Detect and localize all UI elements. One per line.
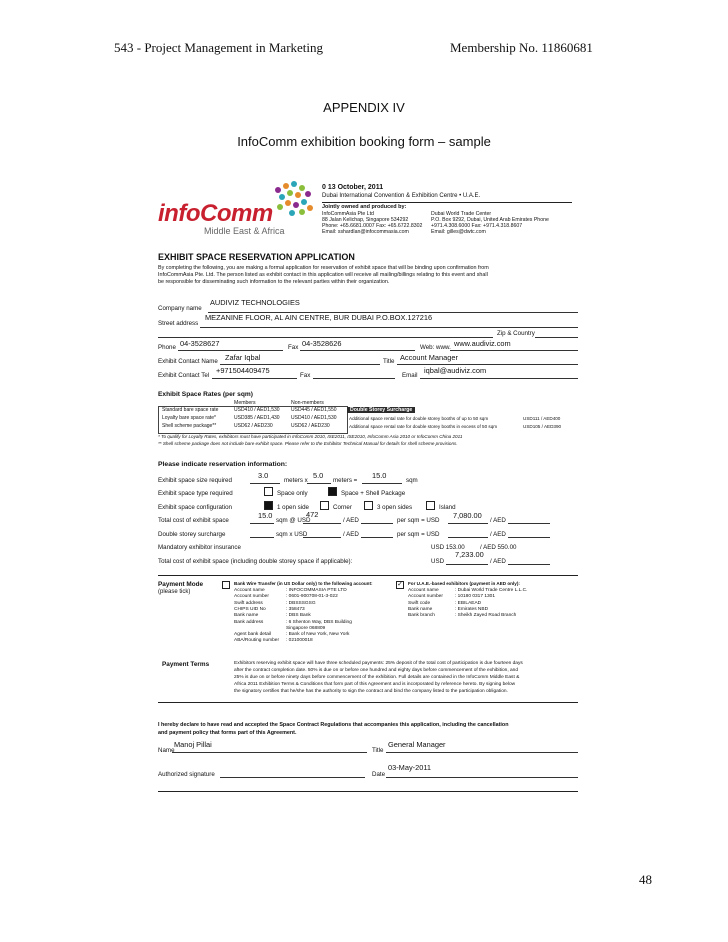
web-label: Web: www. [420, 344, 451, 351]
auth-label: Authorized signature [158, 771, 215, 778]
rate-row-label: Loyalty bare space rate* [162, 415, 216, 421]
rate-row-label: Standard bare space rate [162, 407, 219, 413]
insurance-label: Mandatory exhibitor insurance [158, 544, 241, 551]
org-right-line: P.O. Box 9292, Dubai, United Arab Emirates Phone [431, 217, 549, 223]
zip-label: Zip & Country [497, 330, 535, 337]
payment-row-key: Swift address [234, 600, 263, 606]
figure-subtitle: InfoComm exhibition booking form – sample [237, 134, 491, 149]
rate-row-members: USD410 / AED1,530 [234, 407, 280, 413]
rate-row-members: USD385 / AED1,430 [234, 415, 280, 421]
page-number: 48 [639, 872, 652, 887]
logo-region: Middle East & Africa [204, 226, 285, 236]
organiser-heading: Jointly owned and produced by: [322, 204, 407, 210]
sqm-label: sqm [406, 477, 418, 484]
phone-value: 04-3528627 [180, 339, 220, 348]
size-a-value: 3.0 [258, 471, 269, 480]
bank-heading: Bank Wire Transfer (in US Dollar only) to the following account: [234, 581, 373, 586]
aed-label: / AED [343, 517, 359, 524]
rate-row-non: USD62 / AED230 [291, 423, 330, 429]
size-total-value: 15.0 [372, 471, 387, 480]
infocomm-logo: infoComm [158, 200, 273, 227]
space-only-checkbox[interactable] [264, 487, 273, 496]
meters-x: meters x [284, 477, 308, 484]
terms-line: after the contract completion date. 50% is due on or before one hundred and eighty days before commencement of the exhibition, and [234, 668, 518, 673]
payment-row-value: : EBILAEAD [455, 600, 482, 606]
double-sqm-label: sqm x USD [276, 531, 308, 538]
sign-title-value: General Manager [388, 740, 446, 749]
contact-name-value: Zafar Iqbal [225, 353, 261, 362]
fax2-label: Fax [300, 372, 311, 379]
uae-checkbox[interactable]: ✓ [397, 581, 403, 588]
org-left-line: InfoCommAsia Pte Ltd [322, 211, 374, 217]
payment-row-value: : Emirates NBD [455, 606, 489, 612]
fax-value: 04-3528626 [302, 339, 342, 348]
street-value: MEZANINE FLOOR, AL AIN CENTRE, BUR DUBAI P.O.BOX.127216 [205, 313, 433, 322]
name-label: Name [158, 747, 175, 754]
intro-line: be responsible for disseminating such information to the relevant parties within their organization. [158, 279, 390, 285]
org-left-line: Email: sshardlan@infocommasia.com [322, 229, 409, 235]
company-value: AUDIVIZ TECHNOLOGIES [210, 298, 300, 307]
appendix-title: APPENDIX IV [323, 100, 405, 115]
fax-label: Fax [288, 344, 299, 351]
total-label: Total cost of exhibit space (including double storey space if applicable): [158, 558, 353, 565]
event-venue: Dubai International Convention & Exhibition Centre • U.A.E. [322, 193, 481, 199]
total-usd-value: 7,233.00 [455, 550, 484, 559]
space-shell-label: Space + Shell Package [341, 490, 406, 497]
payment-row-key: Bank branch [408, 613, 435, 619]
payment-subheading: (please tick) [158, 589, 191, 595]
payment-row-key: Bank name [408, 606, 433, 612]
insurance-usd: USD 153.00 [431, 544, 465, 551]
open1-checkbox[interactable] [264, 501, 273, 510]
cost-sqm-value: 15.0 [258, 511, 273, 520]
surcharge-row: Additional space rental rate for double storey booths in excess of 50 sqm [349, 424, 498, 429]
payment-row-value: : 10180 0317 1301 [455, 594, 496, 600]
payment-row-value: : Sheikh Zayed Road Branch [455, 613, 517, 619]
payment-row-key: Account number [234, 594, 269, 600]
email-value: iqbal@audiviz.com [424, 366, 487, 375]
open1-label: 1 open side [277, 504, 309, 511]
per-sqm-label: per sqm = USD [397, 531, 440, 538]
payment-row-value: : Bank of New York, New York [286, 632, 350, 638]
reservation-heading: Please indicate reservation information: [158, 461, 288, 468]
name-value: Manoj Pillai [174, 740, 212, 749]
running-header-left: 543 - Project Management in Marketing [114, 40, 324, 55]
cost-rate-value: 472 [306, 510, 319, 519]
web-value: www.audiviz.com [454, 339, 511, 348]
payment-row-value: : 358473 [286, 606, 305, 612]
terms-heading: Payment Terms [162, 661, 210, 668]
double-label: Double storey surcharge [158, 531, 226, 538]
terms-line: 25% is due on or before ninety days before commencement of the exhibition. Full details are contained in the InfoComm Middle East & [234, 675, 520, 680]
open3-checkbox[interactable] [364, 501, 373, 510]
running-header-right: Membership No. 11860681 [450, 40, 593, 55]
payment-heading: Payment Mode [158, 581, 204, 588]
uae-heading: For U.A.E.-based exhibitors (payment in AED only): [408, 581, 520, 586]
payment-row-value: : DBS Bank [286, 613, 311, 619]
contact-tel-value: +971504409475 [216, 366, 270, 375]
contact-tel-label: Exhibit Contact Tel [158, 372, 210, 379]
config-label: Exhibit space configuration [158, 504, 232, 511]
corner-checkbox[interactable] [320, 501, 329, 510]
space-shell-checkbox[interactable] [328, 487, 337, 496]
payment-row-key: CHIPS UID No [234, 606, 266, 612]
infocomm-logo-mark [268, 180, 320, 222]
intro-line: InfoCommAsia Pte. Ltd. The person listed as exhibit contact in this application will receive all mailing/billings relating to this event and shall [158, 272, 488, 278]
payment-row-key: Agent bank detail [234, 632, 272, 638]
payment-row-key: Account number [408, 594, 443, 600]
rate-row-members: USD62 / AED230 [234, 423, 273, 429]
title-label: Title [383, 358, 395, 365]
meters-eq: meters = [333, 477, 358, 484]
form-title: EXHIBIT SPACE RESERVATION APPLICATION [158, 252, 355, 262]
sqm-usd-label: sqm @ USD [276, 517, 311, 524]
cost-total-value: 7,080.00 [453, 511, 482, 520]
surcharge-value: USD105 / AED390 [523, 424, 562, 429]
declaration-line: I hereby declare to have read and accepted the Space Contract Regulations that accompanies this application, including the cancellation [158, 722, 509, 728]
size-b-value: 5.0 [313, 471, 324, 480]
org-left-line: 88 Jalan Kelichap, Singapore 534292 [322, 217, 409, 223]
rate-row-non: USD445 / AED1,550 [291, 407, 337, 413]
aed2-label: / AED [490, 517, 506, 524]
insurance-aed: / AED 550.00 [480, 544, 517, 551]
intro-line: By completing the following, you are making a formal application for reservation of exhibit space that will be binding upon confirmation from [158, 265, 489, 271]
rate-row-non: USD410 / AED1,530 [291, 415, 337, 421]
booking-form-image [150, 178, 582, 794]
terms-line: the signatory certifies that he/she has the authority to sign the contract and bind the company listed to the participation obligation. [234, 689, 508, 694]
org-right-line: Email: gilles@dwtc.com [431, 229, 486, 235]
payment-row-key: Swift code [408, 600, 431, 606]
total-aed-label: / AED [490, 558, 506, 565]
sign-title-label: Title [372, 747, 384, 754]
terms-line: Africa 2011 Exhibition Terms & Conditions that form part of this Agreement and is incorporated by reference hereto. By signing below [234, 682, 516, 687]
payment-row-key: Bank address [234, 619, 264, 625]
island-label: Island [439, 504, 456, 511]
rates-col-nonmembers: Non-members [291, 400, 324, 406]
payment-row-key: ABA/Routing number [234, 638, 280, 644]
rates-note: * To qualify for Loyalty Rates, exhibitors must have participated in InfoComm 2010, ISE2011, ISE2010, InfoComm Asia 2010 or InfoComm China 2011 [158, 434, 463, 439]
payment-row-key: Bank name [234, 613, 259, 619]
street-label: Street address [158, 320, 199, 327]
corner-label: Corner [333, 504, 352, 511]
phone-label: Phone [158, 344, 176, 351]
island-checkbox[interactable] [426, 501, 435, 510]
payment-row-value: : 0601-900708-01-3-022 [286, 594, 338, 600]
total-usd-label: USD [431, 558, 445, 565]
size-label: Exhibit space size required [158, 477, 232, 484]
payment-row-value: : DBSSSGSG [286, 600, 316, 606]
rates-col-members: Members [234, 400, 256, 406]
date-value: 03-May-2011 [388, 763, 431, 772]
payment-row-value: : 021000018 [286, 638, 313, 644]
title-value: Account Manager [400, 353, 458, 362]
org-left-line: Phone: +65.6681.0007 Fax: +65.6722.8302 [322, 223, 423, 229]
open3-label: 3 open sides [377, 504, 413, 511]
company-label: Company name [158, 305, 202, 312]
payment-row-value: : 6 Shenton Way, DBS Building [286, 619, 352, 625]
surcharge-value: USD111 / AED400 [523, 416, 561, 421]
rate-row-label: Shell scheme package** [162, 423, 217, 429]
payment-row-value: Singapore 068809 [286, 625, 326, 631]
payment-row-key: Account name [234, 588, 265, 593]
per-sqm-label: per sqm = USD [397, 517, 440, 524]
surcharge-heading: Double Storey Surcharge [347, 407, 415, 413]
org-right-line: Dubai World Trade Center [431, 211, 492, 217]
contact-name-label: Exhibit Contact Name [158, 358, 218, 365]
declaration-line: and payment policy that forms part of this Agreement. [158, 730, 297, 736]
space-only-label: Space only [277, 490, 308, 497]
type-label: Exhibit space type required [158, 490, 233, 497]
date-label: Date [372, 771, 386, 778]
aed-label: / AED [343, 531, 359, 538]
surcharge-row: Additional space rental rate for double storey booths of up to 50 sqm [349, 416, 489, 421]
bank-wire-checkbox[interactable] [222, 581, 230, 589]
payment-row-value: : Dubai World Trade Centre L.L.C. [455, 588, 528, 593]
aed2-label: / AED [490, 531, 506, 538]
terms-line: Exhibitors reserving exhibit space will have three scheduled payments: 25% deposit of the total cost of participation is due fourteen days [234, 661, 523, 666]
cost-label: Total cost of exhibit space [158, 517, 229, 524]
email-label: Email [402, 372, 418, 379]
payment-row-key: Account name [408, 588, 439, 593]
payment-row-value: : INFOCOMMASIA PTE LTD [286, 588, 347, 593]
event-dates: 0 13 October, 2011 [322, 184, 384, 191]
org-right-line: +971.4.308.6000 Fax: +971.4.318.8607 [431, 223, 523, 229]
rates-note: ** Shell scheme package does not include bare exhibit space. Please refer to the Exhibitor Technical Manual for details for shell scheme provisions. [158, 441, 458, 446]
rates-heading: Exhibit Space Rates (per sqm) [158, 391, 253, 398]
